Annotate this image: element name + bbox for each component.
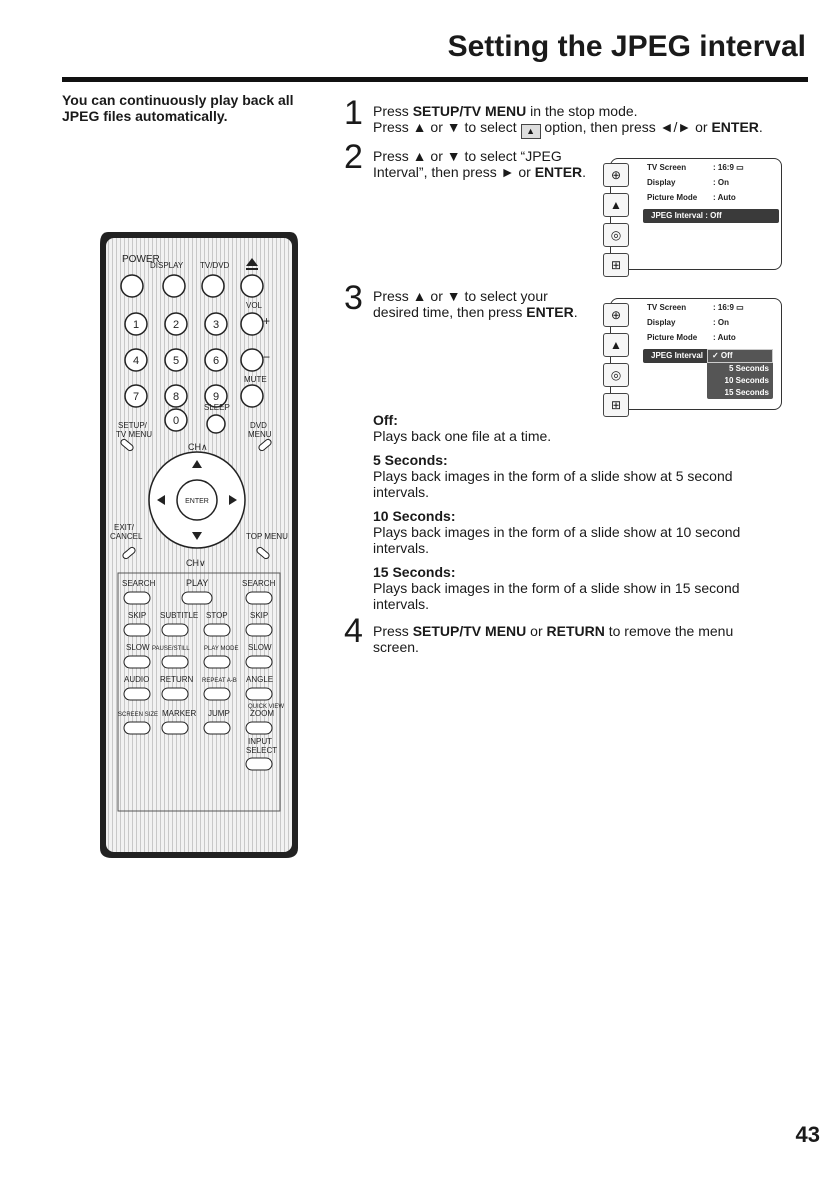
dropdown-option-10: 10 Seconds: [724, 376, 769, 385]
interval-dropdown: [707, 349, 773, 399]
menu-highlight-row: JPEG Interval: [643, 349, 711, 363]
playmode-label: PLAY MODE: [204, 646, 239, 652]
audio-icon: ◎: [603, 363, 629, 387]
digit-3: 3: [212, 319, 220, 331]
option-desc: intervals.: [373, 484, 430, 500]
angle-label: ANGLE: [246, 675, 274, 684]
quickview-label: QUICK VIEW: [248, 704, 285, 710]
menu-screen-2: [610, 298, 782, 410]
tvdvd-button: [202, 275, 224, 297]
repeat-label: REPEAT A-B: [202, 678, 237, 684]
subtitle-label: SUBTITLE: [160, 611, 199, 620]
channel-icon: ⊞: [603, 393, 629, 417]
select-label: SELECT: [246, 746, 278, 755]
jump-label: JUMP: [208, 709, 230, 718]
vol-up-button: [241, 313, 263, 335]
stop-button: [204, 624, 230, 636]
tvdvd-label: TV/DVD: [200, 261, 230, 270]
skip-fwd-button: [246, 624, 272, 636]
step-1-text: Press SETUP/TV MENU in the stop mode. Press ▲ or ▼ to select ▲ option, then press ◄/► or ENTER.: [373, 103, 763, 139]
intro-text: You can continuously play back all JPEG files automatically.: [62, 92, 294, 124]
power-label: POWER: [122, 254, 160, 265]
input-label: INPUT: [248, 737, 272, 746]
title-rule: [62, 77, 808, 82]
menu-highlight-row: JPEG Interval : Off: [643, 209, 779, 223]
repeat-button: [204, 688, 230, 700]
pause-button: [162, 656, 188, 668]
menu-row: Display : On: [647, 178, 729, 187]
subtitle-button: [162, 624, 188, 636]
menu-screen-1: [610, 158, 782, 270]
step-3-number: 3: [344, 279, 363, 317]
dropdown-option-5: 5 Seconds: [728, 364, 769, 373]
menu-row: Picture Mode : Auto: [647, 193, 736, 202]
digit-5: 5: [172, 355, 180, 367]
pause-label: PAUSE/STILL: [152, 646, 190, 652]
sleep-button: [207, 415, 225, 433]
mute-button: [241, 385, 263, 407]
eject-bar-icon: [246, 268, 258, 270]
digit-8: 8: [172, 391, 180, 403]
vol-minus-icon: −: [263, 350, 271, 364]
menu-row: TV Screen : 16:9 ▭: [647, 303, 744, 312]
dropdown-option-15: 15 Seconds: [724, 388, 769, 397]
digit-9: 9: [212, 391, 220, 403]
digit-4: 4: [132, 355, 140, 367]
page-title: Setting the JPEG interval: [447, 30, 806, 63]
setup-icon: ⊕: [603, 303, 629, 327]
option-descriptions: [373, 412, 793, 612]
mute-label: MUTE: [244, 375, 267, 384]
setup-icon: ⊕: [603, 163, 629, 187]
zoom-label: ZOOM: [250, 709, 274, 718]
search-fwd-button: [246, 592, 272, 604]
screensize-label: SCREEN SIZE: [118, 712, 159, 718]
play-button: [182, 592, 212, 604]
slow-fwd-label: SLOW: [248, 643, 272, 652]
step-4-text: Press SETUP/TV MENU or RETURN to remove the menu screen.: [373, 623, 734, 655]
step-2-number: 2: [344, 138, 363, 176]
picture-icon: ▲: [603, 193, 629, 217]
display-button: [163, 275, 185, 297]
remote-control-illustration: [100, 228, 298, 860]
option-desc: Plays back images in the form of a slide show at 5 second: [373, 468, 733, 484]
tvmenu-label: TV MENU: [116, 430, 152, 439]
play-label: PLAY: [186, 578, 209, 588]
return-label: RETURN: [160, 675, 194, 684]
digit-1: 1: [132, 319, 140, 331]
step-4-number: 4: [344, 612, 363, 650]
menu-row: Display : On: [647, 318, 729, 327]
jump-button: [204, 722, 230, 734]
picture-option-icon: ▲: [521, 124, 541, 139]
play-mode-button: [204, 656, 230, 668]
marker-button: [162, 722, 188, 734]
slow-fwd-button: [246, 656, 272, 668]
audio-button: [124, 688, 150, 700]
digit-2: 2: [172, 319, 180, 331]
slow-rev-label: SLOW: [126, 643, 150, 652]
power-button: [121, 275, 143, 297]
cancel-label: CANCEL: [110, 532, 143, 541]
screen-size-button: [124, 722, 150, 734]
menu-row: TV Screen : 16:9 ▭: [647, 163, 744, 172]
option-title: 5 Seconds:: [373, 452, 448, 468]
picture-icon: ▲: [603, 333, 629, 357]
search-rev-label: SEARCH: [122, 579, 156, 588]
step-3-text: Press ▲ or ▼ to select your desired time, then press ENTER.: [373, 288, 578, 320]
topmenu-label: TOP MENU: [246, 532, 288, 541]
skip-rev-button: [124, 624, 150, 636]
channel-icon: ⊞: [603, 253, 629, 277]
option-desc: Plays back one file at a time.: [373, 428, 552, 444]
enter-label: ENTER: [185, 498, 209, 505]
dvdmenu-label: MENU: [248, 430, 272, 439]
digit-7: 7: [132, 391, 140, 403]
setup-label: SETUP/: [118, 421, 147, 430]
option-desc: Plays back images in the form of a slide show in 15 second: [373, 580, 740, 596]
audio-icon: ◎: [603, 223, 629, 247]
vol-down-button: [241, 349, 263, 371]
audio-label: AUDIO: [124, 675, 150, 684]
cha-label: CH∧: [188, 442, 208, 452]
zoom-button: [246, 722, 272, 734]
digit-0: 0: [172, 415, 180, 427]
skip-fwd-label: SKIP: [250, 611, 269, 620]
digit-6: 6: [212, 355, 220, 367]
marker-label: MARKER: [162, 709, 197, 718]
option-desc: Plays back images in the form of a slide show at 10 second: [373, 524, 741, 540]
menu-row: Picture Mode : Auto: [647, 333, 736, 342]
option-desc: intervals.: [373, 540, 430, 556]
search-rev-button: [124, 592, 150, 604]
eject-button: [241, 275, 263, 297]
skip-rev-label: SKIP: [128, 611, 147, 620]
input-select-button: [246, 758, 272, 770]
slow-rev-button: [124, 656, 150, 668]
sleep-label: SLEEP: [204, 403, 230, 412]
dropdown-option-off: ✓ Off: [707, 349, 773, 363]
display-label: DISPLAY: [150, 261, 184, 270]
option-title: Off:: [373, 412, 398, 428]
angle-button: [246, 688, 272, 700]
step-1-number: 1: [344, 94, 363, 132]
page-number: 43: [795, 1122, 820, 1147]
stop-label: STOP: [206, 611, 228, 620]
option-title: 15 Seconds:: [373, 564, 456, 580]
search-fwd-label: SEARCH: [242, 579, 276, 588]
vol-label: VOL: [246, 301, 263, 310]
dvd-label: DVD: [250, 421, 267, 430]
option-desc: intervals.: [373, 596, 430, 612]
exit-label: EXIT/: [114, 523, 135, 532]
return-button: [162, 688, 188, 700]
option-title: 10 Seconds:: [373, 508, 456, 524]
step-2-text: Press ▲ or ▼ to select “JPEG Interval”, then press ► or ENTER.: [373, 148, 587, 180]
vol-plus-icon: +: [263, 314, 271, 328]
chv-label: CH∨: [186, 558, 206, 568]
